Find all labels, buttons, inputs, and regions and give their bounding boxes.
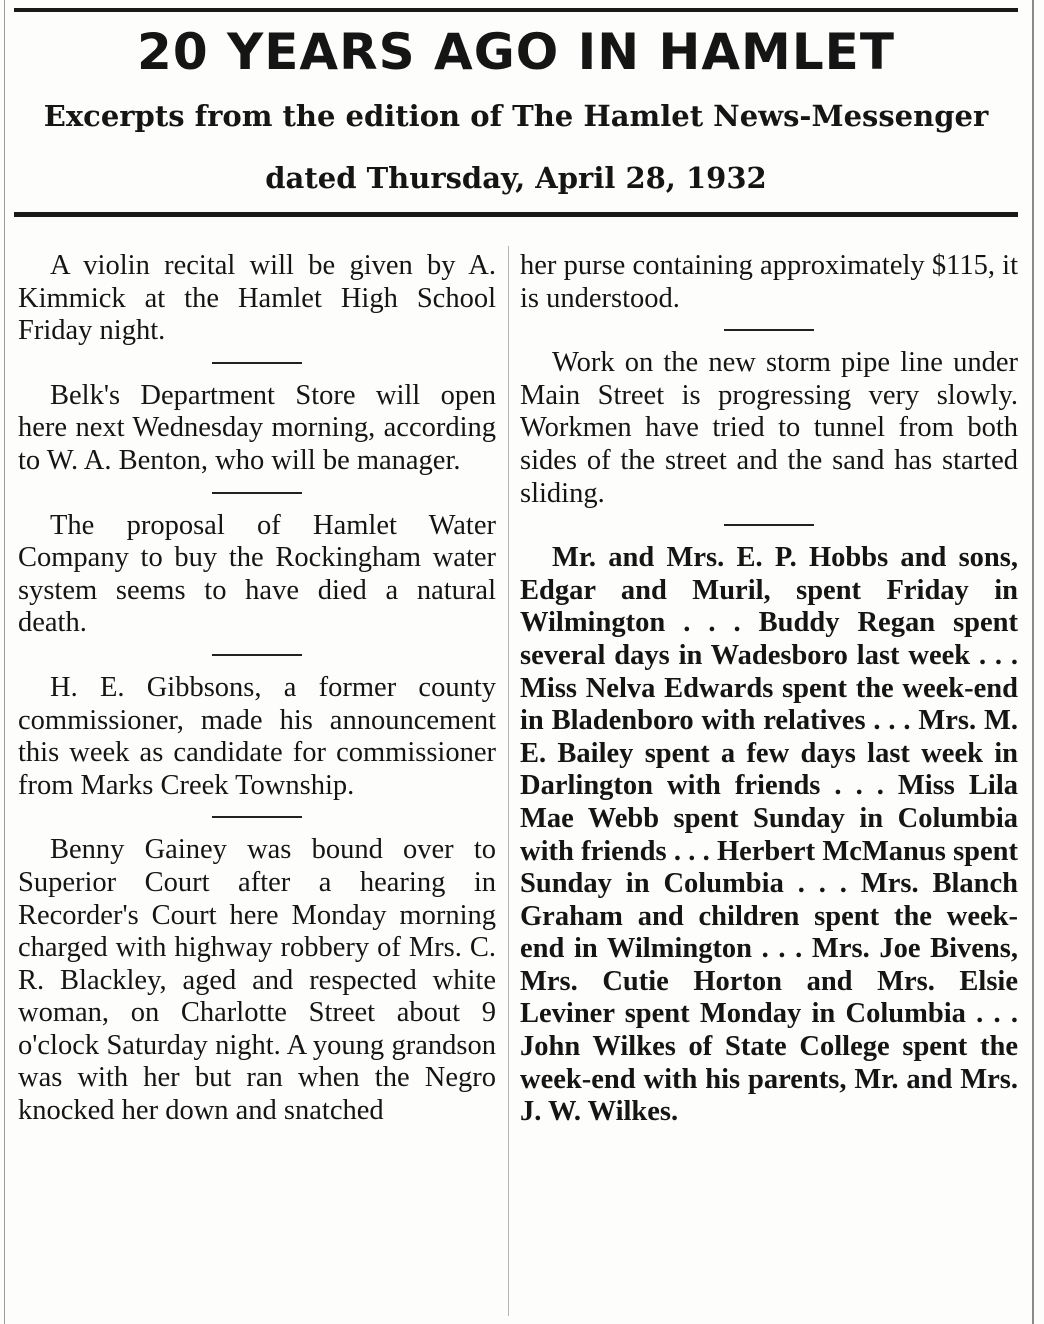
item-separator bbox=[212, 816, 302, 818]
item-separator bbox=[724, 329, 814, 331]
left-page-edge bbox=[4, 0, 5, 1324]
right-page-edge bbox=[1032, 0, 1034, 1324]
item-social-notes: Mr. and Mrs. E. P. Hobbs and sons, Edgar and Muril, spent Friday in Wilmington . . . Buddy Regan spent several days in Wadesboro last week . . . Miss Nelva Edwards spent the week-end in Bladenboro with relatives . . . Mrs. M. E. Bailey spent a few days last week in Darlington with friends . . . Miss Lila Mae Webb spent Sunday in Columbia with friends . . . Herbert McManus spent Sunday in Columbia . . . Mrs. Blanch Graham and children spent the week-end in Wilmington . . . Mrs. Joe Bivens, Mrs. Cutie Horton and Mrs. Elsie Leviner spent Monday in Columbia . . . John Wilkes of State College spent the week-end with his parents, Mr. and Mrs. J. W. Wilkes. bbox=[520, 542, 1018, 1128]
column-divider bbox=[508, 246, 509, 1316]
item-separator bbox=[212, 654, 302, 656]
top-rule bbox=[14, 8, 1018, 12]
left-column bbox=[18, 250, 496, 1128]
deck-line-1: Excerpts from the edition of The Hamlet News-Messenger bbox=[43, 99, 989, 133]
item-gainey-robbery-continued: her purse containing approximately $115, it is understood. bbox=[520, 250, 1018, 314]
header-bottom-rule bbox=[14, 212, 1018, 217]
item-separator bbox=[212, 362, 302, 364]
item-separator bbox=[212, 492, 302, 494]
item-storm-pipe: Work on the new storm pipe line under Main Street is progressing very slowly. Workmen have tried to tunnel from both sides of the street and the sand has started sliding. bbox=[520, 347, 1018, 509]
item-gainey-robbery: Benny Gainey was bound over to Superior Court after a hearing in Recorder's Court here Monday morning charged with highway robbery of Mrs. C. R. Blackley, aged and respected white woman, on Charlotte Street about 9 o'clock Saturday night. A young grandson was with her but ran when the Negro knocked her down and snatched bbox=[18, 834, 496, 1127]
item-gibbsons-candidate: H. E. Gibbsons, a former county commissioner, made his announcement this week as candidate for commissioner from Marks Creek Township. bbox=[18, 671, 496, 801]
headline: 20 YEARS AGO IN HAMLET bbox=[137, 23, 895, 81]
item-water-company: The proposal of Hamlet Water Company to buy the Rockingham water system seems to have died a natural death. bbox=[18, 509, 496, 639]
item-violin-recital: A violin recital will be given by A. Kimmick at the Hamlet High School Friday night. bbox=[18, 250, 496, 347]
item-separator bbox=[724, 524, 814, 526]
right-column bbox=[520, 250, 1018, 1129]
deck-line-2: dated Thursday, April 28, 1932 bbox=[265, 161, 767, 195]
item-belks-store: Belk's Department Store will open here next Wednesday morning, according to W. A. Benton, who will be manager. bbox=[18, 379, 496, 476]
